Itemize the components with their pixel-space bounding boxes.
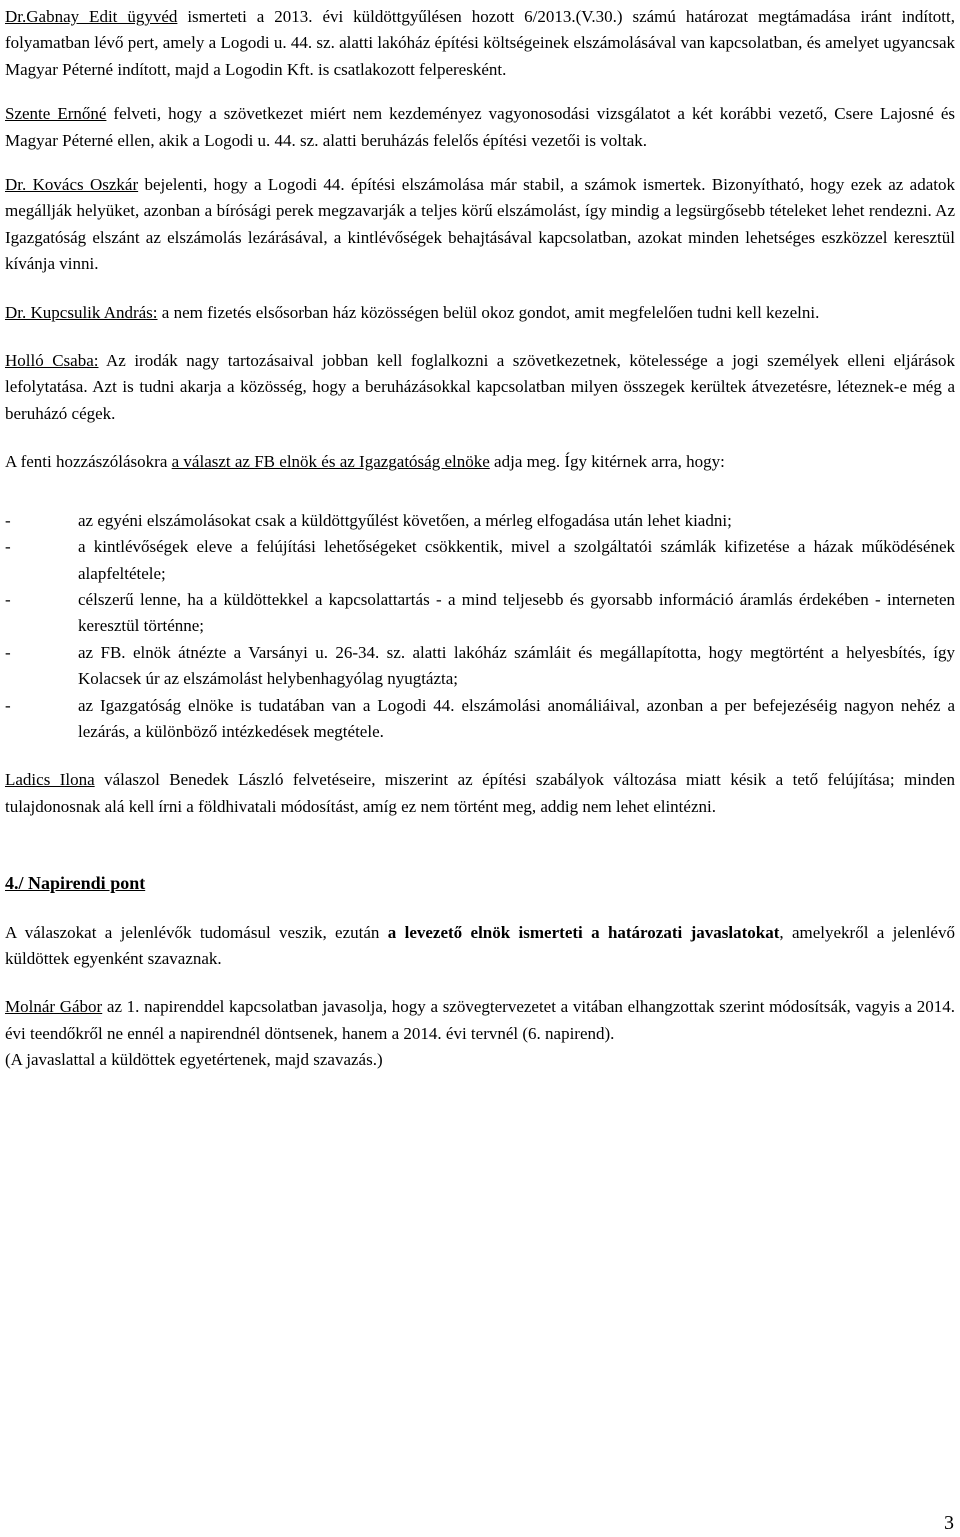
page-number: 3: [944, 1512, 954, 1534]
paragraph-text: válaszol Benedek László felvetéseire, miszerint az építési szabályok változása miatt késik a tető felújítása; minden tulajdonosnak alá kell írni a földhivatali módosítást, amíg ez nem történt meg, addig nem lehet elintézni.: [5, 770, 955, 816]
paragraph-text: felveti, hogy a szövetkezet miért nem kezdeményez vagyonosodási vizsgálatot a két korábbi vezető, Csere Lajosné és Magyar Péterné ellen, akik a Logodi u. 44. sz. alatti beruházás felelős építési vezetői is voltak.: [5, 104, 955, 150]
list-item-text: a kintlévőségek eleve a felújítási lehetőségeket csökkentik, mivel a szolgáltatói számlák kifizetése a házak működésének alapfeltétele;: [78, 537, 955, 583]
dash-marker: -: [5, 537, 11, 557]
list-item-text: az FB. elnök átnézte a Varsányi u. 26-34. sz. alatti lakóház számláit és megállapította, hogy megtörtént a helyesbítés, így Kolacsek úr az elszámolást helybenhagyólag nyugtázta;: [78, 642, 955, 689]
paragraph-text: A válaszokat a jelenlévők tudomásul veszik, ezután: [5, 922, 388, 942]
answer-list: [5, 508, 955, 746]
list-item-text: az egyéni elszámolásokat csak a küldöttgyűlést követően, a mérleg elfogadása után lehet kiadni;: [78, 510, 732, 530]
paragraph-text: Az irodák nagy tartozásaival jobban kell foglalkozni a szövetkezetnek, kötelessége a jogi személyek elleni eljárások lefolytatása. Azt is tudni akarja a közösség, hogy a beruházásokkal kapcsolatban milyen összegek kerültek átvezetésre, léteznek-e még a beruházó cégek.: [5, 351, 955, 423]
list-item: [5, 534, 955, 587]
list-item: [5, 587, 955, 640]
paragraph-hollo: [5, 348, 955, 427]
speaker-name: Dr. Kovács Oszkár: [5, 175, 139, 195]
speaker-name: Szente Ernőné: [5, 104, 107, 124]
dash-marker: -: [5, 589, 11, 609]
paragraph-molnar: [5, 994, 955, 1047]
paragraph-text: A fenti hozzászólásokra: [5, 452, 172, 472]
speaker-name: Ladics Ilona: [5, 770, 95, 790]
paragraph-vote-intro: [5, 920, 955, 973]
paragraph-szente: [5, 101, 955, 154]
list-item: [5, 693, 955, 746]
paragraph-ladics: [5, 767, 955, 820]
dash-marker: -: [5, 510, 11, 530]
paragraph-text: ismerteti a 2013. évi küldöttgyűlésen hozott 6/2013.(V.30.) számú határozat megtámadása iránt indított, folyamatban lévő pert, amely a Logodi u. 44. sz. alatti lakóház építési költségeinek elszámolásával van kapcsolatban, és amelyet ugyancsak Magyar Péterné indított, majd a Logodin Kft. is csatlakozott felperesként.: [5, 7, 955, 79]
list-item-text: az Igazgatóság elnöke is tudatában van a Logodi 44. elszámolási anomáliáival, azonban a per befejezéséig nagyon nehéz a lezárás, a különböző intézkedések megtétele.: [78, 695, 955, 741]
speaker-name: Dr. Kupcsulik András:: [5, 302, 158, 322]
speaker-name: Dr.Gabnay Edit ügyvéd: [5, 7, 178, 26]
paragraph-text: adja meg. Így kitérnek arra, hogy:: [489, 452, 725, 472]
speaker-name: Molnár Gábor: [5, 997, 103, 1017]
paragraph-agreement: (A javaslattal a küldöttek egyetértenek, majd szavazás.): [5, 1050, 383, 1070]
list-item: [5, 640, 955, 693]
list-item: [5, 508, 955, 534]
paragraph-text: az 1. napirenddel kapcsolatban javasolja, hogy a szövegtervezetet a vitában elhangzottak szerint módosítsák, vagyis a 2014. évi teendőkről ne ennél a napirendnél döntsenek, hanem a 2014. évi tervnél (6. napirend).: [5, 997, 956, 1043]
paragraph-answers: [5, 449, 955, 475]
underlined-phrase: a választ az FB elnök és az Igazgatóság elnöke: [171, 452, 490, 472]
bold-phrase: a levezető elnök ismerteti a határozati javaslatokat: [387, 922, 780, 942]
dash-marker: -: [5, 642, 11, 662]
paragraph-text: a nem fizetés elsősorban ház közösségen belül okoz gondot, amit megfelelően tudni kell kezelni.: [157, 302, 820, 322]
paragraph-text: , amelyekről a jelenlévő küldöttek egyenként szavaznak.: [5, 922, 955, 968]
dash-marker: -: [5, 695, 11, 715]
paragraph-text: bejelenti, hogy a Logodi 44. építési elszámolása már stabil, a számok ismertek. Bizonyítható, hogy ezek az adatok megállják helyüket, azonban a bírósági perek megzavarják a teljes körű elszámolást, így mindig a legsürgősebb tételeket lehet rendezni. Az Igazgatóság elszánt az elszámolás lezárásával, a kintlévőségek behajtásával kapcsolatban, azokat minden lehetséges eszközzel keresztül kívánja vinni.: [5, 175, 955, 274]
speaker-name: Holló Csaba:: [5, 351, 99, 371]
list-item-text: célszerű lenne, ha a küldöttekkel a kapcsolattartás - a mind teljesebb és gyorsabb információ áramlás érdekében - interneten keresztül történne;: [78, 589, 955, 636]
section-heading: [5, 870, 955, 897]
paragraph-kovacs: [5, 172, 955, 278]
paragraph-gabnay: [5, 4, 955, 83]
document-page: [5, 0, 955, 1074]
paragraph-kupcsulik: [5, 300, 955, 326]
section-title: 4./ Napirendi pont: [5, 873, 146, 894]
